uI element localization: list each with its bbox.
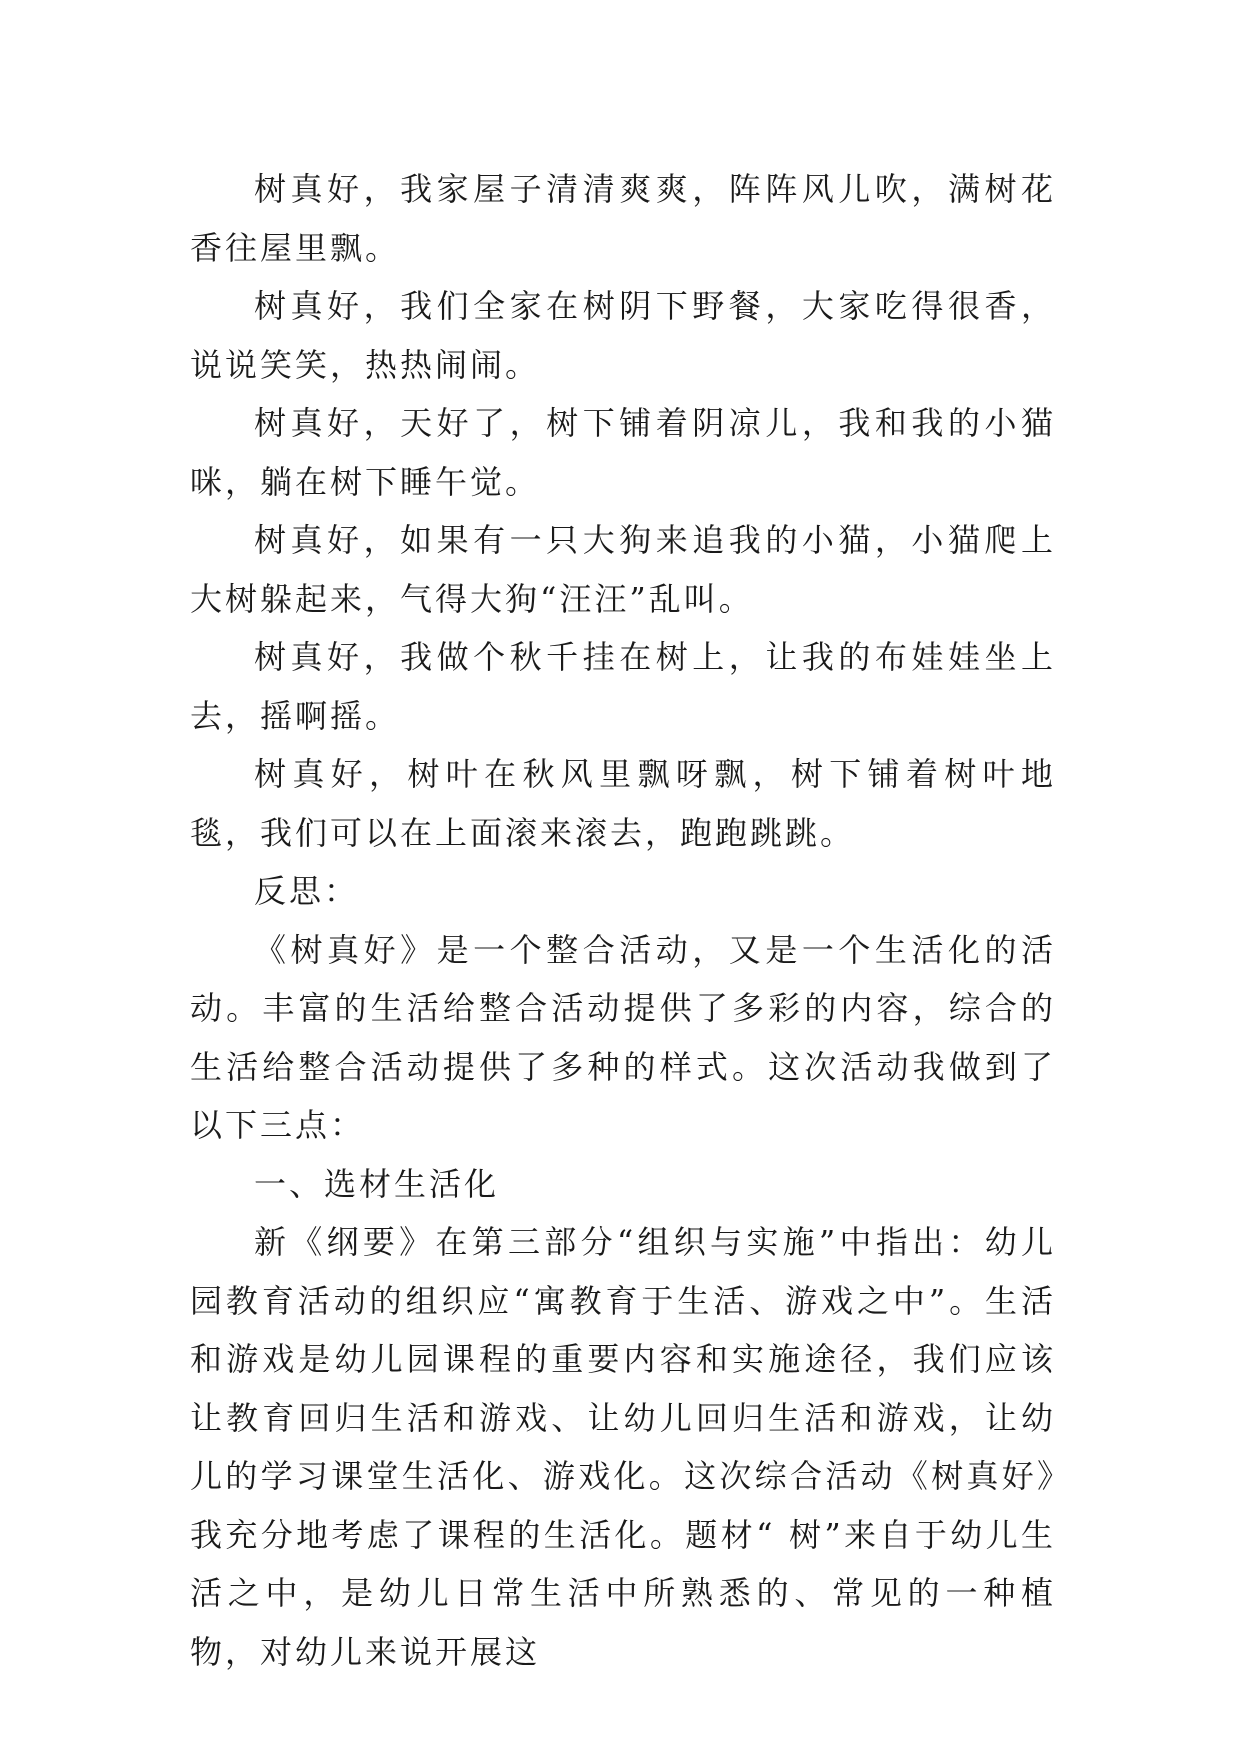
paragraph-dog-cat: 树真好，如果有一只大狗来追我的小猫，小猫爬上大树躲起来，气得大狗“汪汪”乱叫。 [190, 521, 1056, 618]
paragraph-picnic: 树真好，我们全家在树阴下野餐，大家吃得很香，说说笑笑，热热闹闹。 [190, 287, 1056, 384]
heading-reflection: 反思： [254, 872, 360, 910]
paragraph-swing: 树真好，我做个秋千挂在树上，让我的布娃娃坐上去，摇啊摇。 [190, 638, 1056, 735]
paragraph-leaves: 树真好，树叶在秋风里飘呀飘，树下铺着树叶地毯，我们可以在上面滚来滚去，跑跑跳跳。 [190, 755, 1056, 852]
paragraph-tree-house: 树真好，我家屋子清清爽爽，阵阵风儿吹，满树花香往屋里飘。 [190, 170, 1056, 267]
paragraph-guidelines: 新《纲要》在第三部分“组织与实施”中指出：幼儿园教育活动的组织应“寓教育于生活、游戏之中”。生活和游戏是幼儿园课程的重要内容和实施途径，我们应该让教育回归生活和游戏、让幼儿回归生活和游戏，让幼儿的学习课堂生活化、游戏化。这次综合活动《树真好》我充分地考虑了课程的生活化。题材“ 树”来自于幼儿生活之中，是幼儿日常生活中所熟悉的、常见的一种植物，对幼儿来说开展这 [190, 1223, 1056, 1671]
heading-point-one: 一、选材生活化 [254, 1164, 500, 1203]
paragraph-reflection-intro: 《树真好》是一个整合活动，又是一个生活化的活动。丰富的生活给整合活动提供了多彩的内容，综合的生活给整合活动提供了多种的样式。这次活动我做到了以下三点： [190, 930, 1056, 1144]
paragraph-nap: 树真好，天好了，树下铺着阴凉儿，我和我的小猫咪，躺在树下睡午觉。 [190, 404, 1056, 501]
document-body [190, 160, 1056, 1681]
